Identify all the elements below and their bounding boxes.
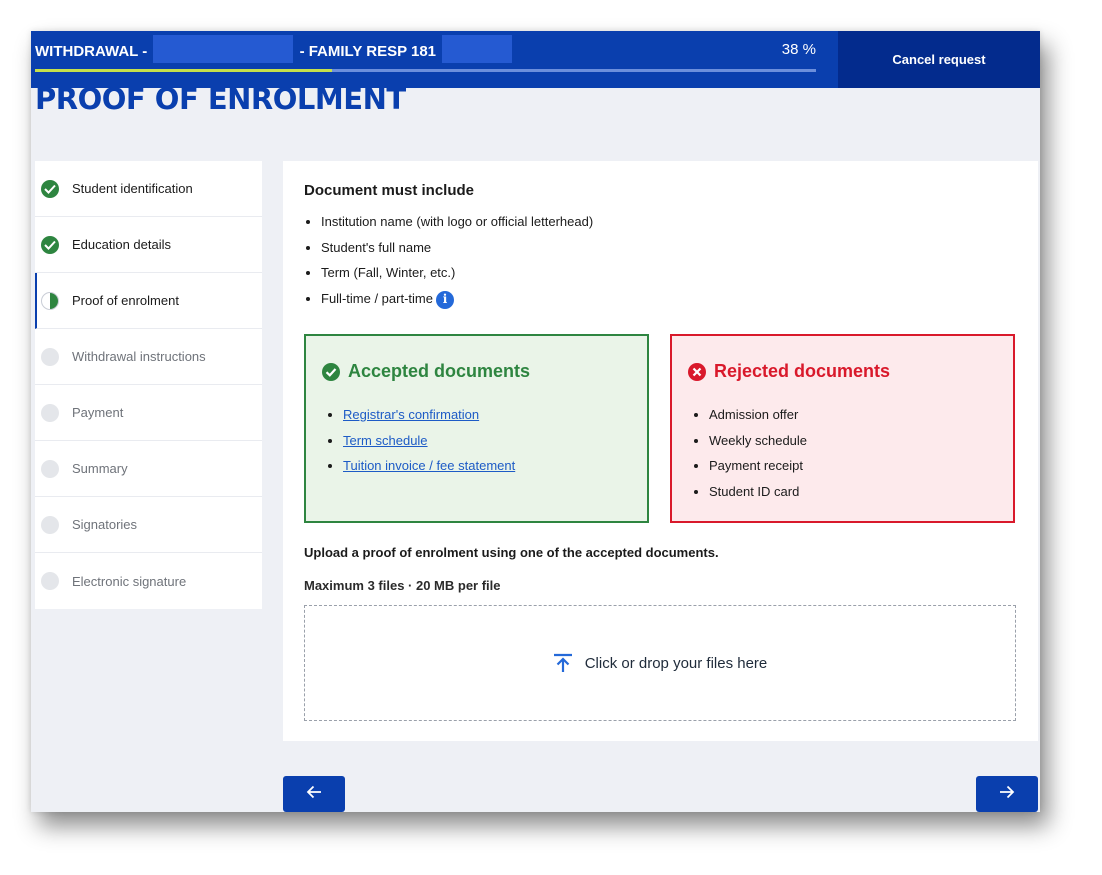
- list-item: [343, 402, 515, 428]
- page-title: PROOF OF ENROLMENT: [35, 82, 406, 116]
- next-button[interactable]: [976, 776, 1038, 812]
- upload-icon: [553, 653, 573, 673]
- arrow-left-icon: [306, 784, 322, 805]
- step-withdrawal-instructions: [35, 329, 262, 385]
- step-label: Payment: [72, 405, 124, 420]
- step-label: Withdrawal instructions: [72, 349, 206, 364]
- empty-circle-icon: [41, 404, 59, 422]
- step-education-details[interactable]: [35, 217, 262, 273]
- step-signatories: [35, 497, 262, 553]
- check-icon: [41, 180, 59, 198]
- info-icon[interactable]: i: [436, 291, 454, 309]
- list-item: • Weekly schedule: [709, 428, 807, 454]
- accepted-documents-box: [304, 334, 649, 523]
- step-student-identification[interactable]: [35, 161, 262, 217]
- accepted-link-registrar[interactable]: Registrar's confirmation: [343, 407, 480, 422]
- header-bar: [31, 31, 838, 88]
- empty-circle-icon: [41, 572, 59, 590]
- stepper: [35, 161, 262, 609]
- file-dropzone[interactable]: [304, 605, 1016, 721]
- progress-bar: [35, 69, 816, 72]
- progress-percent: 38 %: [781, 41, 816, 58]
- check-circle-icon: [322, 363, 340, 381]
- accepted-link-tuition-invoice[interactable]: Tuition invoice / fee statement: [343, 458, 516, 474]
- accepted-heading: [322, 361, 530, 382]
- check-icon: [41, 236, 59, 254]
- previous-button[interactable]: [283, 776, 345, 812]
- step-label: Proof of enrolment: [72, 293, 179, 308]
- list-item: • Admission offer: [709, 402, 807, 428]
- requirements-list: [304, 209, 593, 312]
- redacted-name: [153, 35, 293, 63]
- step-electronic-signature: [35, 553, 262, 609]
- list-item: [321, 286, 593, 312]
- list-item: • Institution name (with logo or official letterhead): [321, 209, 593, 235]
- app-window: [31, 31, 1040, 812]
- title-prefix: WITHDRAWAL -: [35, 42, 148, 60]
- step-label: Summary: [72, 461, 128, 476]
- main-panel: [283, 161, 1038, 741]
- step-label: Signatories: [72, 517, 138, 532]
- requirements-heading: Document must include: [304, 182, 475, 199]
- request-title: [35, 41, 514, 63]
- step-summary: [35, 441, 262, 497]
- arrow-right-icon: [999, 784, 1015, 805]
- redacted-number: [442, 35, 512, 63]
- rejected-heading: [688, 361, 890, 382]
- accepted-list: [326, 402, 515, 479]
- empty-circle-icon: [41, 516, 59, 534]
- progress-fill: [35, 69, 332, 72]
- step-payment: [35, 385, 262, 441]
- list-item: • Payment receipt: [709, 453, 807, 479]
- half-progress-icon: [41, 292, 59, 310]
- accepted-link-term-schedule[interactable]: Term schedule: [343, 432, 428, 448]
- x-circle-icon: [688, 363, 706, 381]
- step-proof-of-enrolment[interactable]: [35, 273, 262, 329]
- rejected-documents-box: [670, 334, 1015, 523]
- step-label: Electronic signature: [72, 573, 187, 589]
- step-label: Student identification: [72, 181, 193, 196]
- list-item: • Student ID card: [709, 479, 807, 505]
- list-item-text: Full-time / part-time: [321, 291, 433, 307]
- cancel-request-button[interactable]: Cancel request: [838, 31, 1040, 88]
- accepted-heading-text: Accepted documents: [348, 361, 531, 381]
- rejected-heading-text: Rejected documents: [714, 361, 891, 381]
- title-middle: - FAMILY RESP 181: [299, 42, 437, 60]
- step-label: Education details: [72, 237, 172, 252]
- upload-limits: Maximum 3 files · 20 MB per file: [304, 578, 501, 593]
- list-item: • Term (Fall, Winter, etc.): [321, 260, 593, 286]
- rejected-list: [692, 402, 807, 505]
- empty-circle-icon: [41, 348, 59, 366]
- dropzone-label: Click or drop your files here: [584, 654, 768, 672]
- empty-circle-icon: [41, 460, 59, 478]
- list-item: [343, 453, 515, 479]
- list-item: • Student's full name: [321, 235, 593, 261]
- upload-instruction: Upload a proof of enrolment using one of the accepted documents.: [304, 545, 719, 560]
- list-item: [343, 428, 515, 454]
